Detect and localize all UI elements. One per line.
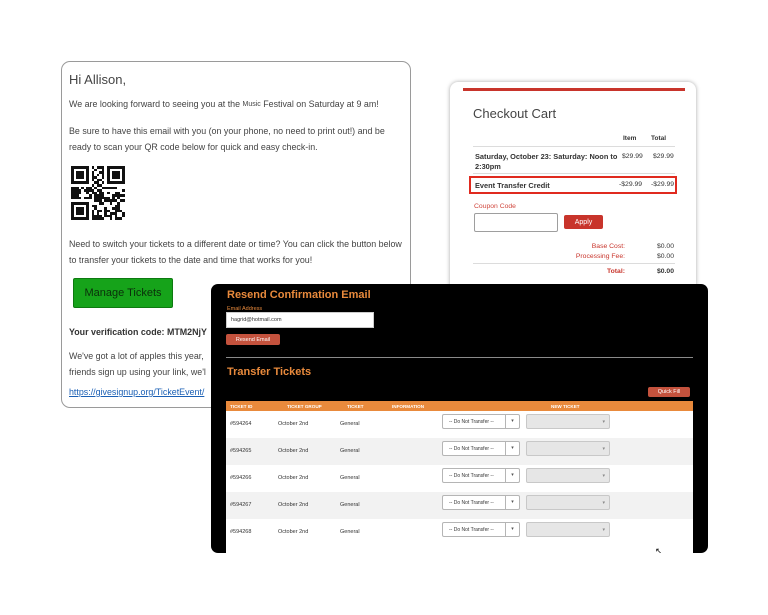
cart-row-total-price: $29.99 [653,153,674,160]
ticket-group: October 2nd [278,448,309,454]
ticket-id: #594264 [230,421,252,427]
coupon-code-label: Coupon Code [474,203,516,210]
cart-divider [473,173,675,174]
cart-top-accent [463,88,685,91]
col-ticket-id: TICKET ID [230,404,253,409]
col-ticket: TICKET [347,404,364,409]
cart-col-item: Item [623,135,637,142]
ticket-type: General [340,502,360,508]
new-ticket-select[interactable] [526,468,610,483]
ticket-type: General [340,475,360,481]
transfer-table-header [226,401,693,411]
processing-fee-label: Processing Fee: [575,253,625,260]
transfer-select[interactable] [442,414,520,429]
qr-code [71,166,125,220]
chevron-down-icon: ▾ [602,419,605,425]
cart-title: Checkout Cart [473,106,557,121]
transfer-tickets-title: Transfer Tickets [227,366,312,378]
transfer-credit-total: -$29.99 [651,181,675,188]
coupon-code-input[interactable] [474,213,558,232]
ticket-group: October 2nd [278,529,309,535]
transfer-select[interactable] [442,522,520,537]
email-paragraph-checkin: Be sure to have this email with you (on your phone, no need to print out!) and be ready to scan your QR code below for quick and easy check-in. [69,126,385,152]
ticket-type: General [340,529,360,535]
transfer-credit-name: Event Transfer Credit [475,181,550,190]
base-cost-value: $0.00 [656,243,674,250]
chevron-down-icon: ▾ [602,473,605,479]
chevron-down-icon: ▾ [505,523,519,536]
transfer-select-value: -- Do Not Transfer -- [449,473,494,479]
resend-email-button[interactable]: Resend Email [226,334,280,345]
col-ticket-group: TICKET GROUP [287,404,322,409]
transfer-select-value: -- Do Not Transfer -- [449,419,494,425]
ticket-group: October 2nd [278,421,309,427]
email-paragraph-transfer: Need to switch your tickets to a different date or time? You can click the button below to transfer your tickets to the date and time that works for you! [69,239,402,265]
email-paragraph-festival [69,96,409,114]
total-value: $0.00 [656,268,674,275]
resend-confirmation-title: Resend Confirmation Email [227,289,371,301]
checkout-cart [450,82,696,305]
new-ticket-select[interactable] [526,522,610,537]
cart-row-item-price: $29.99 [622,153,643,160]
col-information: INFORMATION [392,404,425,409]
email-greeting: Hi Allison, [69,72,127,87]
chevron-down-icon: ▾ [602,527,605,533]
email-p5-line2: friends sign up using your link, we'l [69,367,206,377]
transfer-credit-item: -$29.99 [619,181,643,188]
ticket-type: General [340,421,360,427]
quick-fill-button[interactable]: Quick Fill [648,387,690,397]
chevron-down-icon: ▾ [602,446,605,452]
new-ticket-select[interactable] [526,441,610,456]
section-divider [226,357,693,358]
transfer-select[interactable] [442,441,520,456]
ticket-group: October 2nd [278,502,309,508]
email-p1-pre: We are looking forward to seeing you at the [69,99,243,109]
chevron-down-icon: ▾ [505,469,519,482]
email-link-paragraph [69,384,204,400]
ticket-type: General [340,448,360,454]
manage-tickets-button[interactable]: Manage Tickets [73,278,173,308]
ticket-management-panel [211,284,708,553]
processing-fee-value: $0.00 [656,253,674,260]
table-row [226,438,693,465]
email-p5-line1: We've got a lot of apples this year, [69,351,204,361]
table-row [226,411,693,438]
cart-divider [473,263,675,264]
ticket-id: #594265 [230,448,252,454]
ticket-id: #594268 [230,529,252,535]
col-new-ticket: NEW TICKET [551,404,580,409]
transfer-select[interactable] [442,495,520,510]
transfer-table [226,401,693,553]
email-address-label: Email Address [227,306,263,312]
ticket-id: #594267 [230,502,252,508]
new-ticket-select[interactable] [526,495,610,510]
table-row [226,465,693,492]
ticket-group: October 2nd [278,475,309,481]
chevron-down-icon: ▾ [505,496,519,509]
table-row [226,519,693,546]
verification-code: Your verification code: MTM2NjY [69,327,207,337]
ticket-id: #594266 [230,475,252,481]
mouse-cursor-icon: ↖ [655,546,663,553]
transfer-select-value: -- Do Not Transfer -- [449,500,494,506]
apply-coupon-button[interactable]: Apply [564,215,603,229]
email-p1-post: Festival on Saturday at 9 am! [260,99,379,109]
new-ticket-select[interactable] [526,414,610,429]
cart-row-name: Saturday, October 23: Saturday: Noon to 2:30pm [475,152,618,171]
email-event-name: Music [242,101,261,108]
transfer-select[interactable] [442,468,520,483]
transfer-select-value: -- Do Not Transfer -- [449,527,494,533]
chevron-down-icon: ▾ [505,442,519,455]
chevron-down-icon: ▾ [505,415,519,428]
transfer-select-value: -- Do Not Transfer -- [449,446,494,452]
table-row [226,492,693,519]
chevron-down-icon: ▾ [602,500,605,506]
total-label: Total: [607,268,625,275]
email-address-input[interactable]: hagrid@hotmail.com [226,312,374,328]
cart-divider [473,146,675,147]
ticket-event-link[interactable]: https://givesignup.org/TicketEvent/ [69,387,205,397]
base-cost-label: Base Cost: [591,243,625,250]
cart-col-total: Total [651,135,667,142]
